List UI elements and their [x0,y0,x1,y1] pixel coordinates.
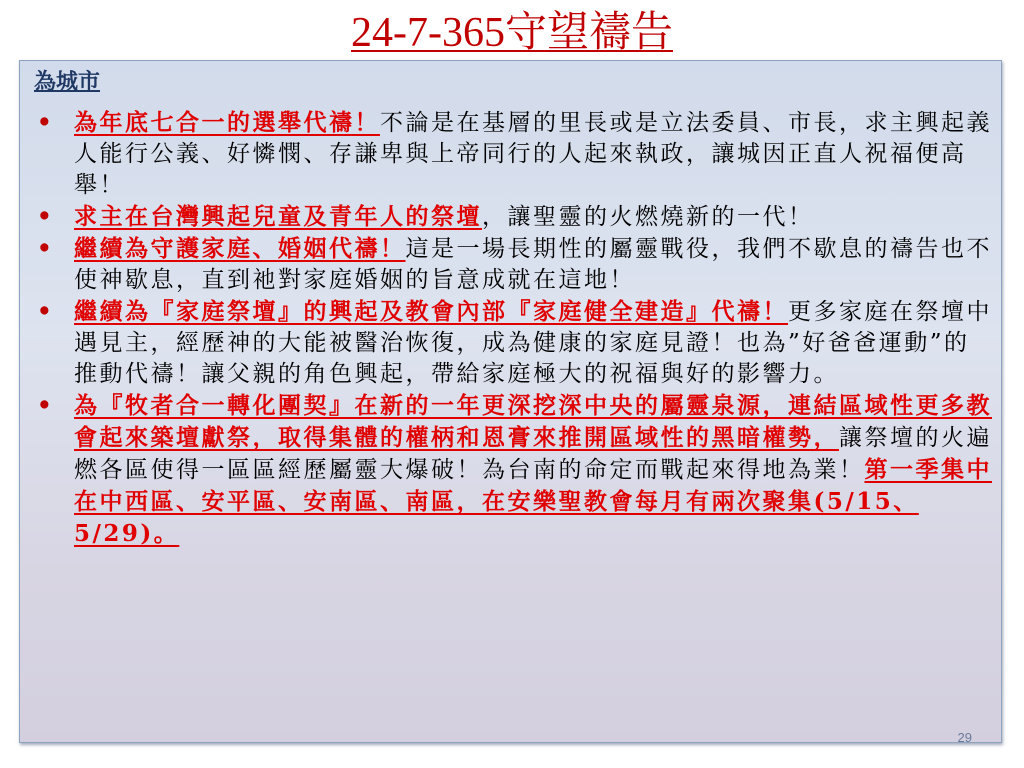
bullet-icon: • [37,203,52,230]
content-panel [19,60,1002,743]
list-item [34,107,994,201]
item-highlight: 求主在台灣興起兒童及青年人的祭壇 [74,203,482,230]
bullet-icon: • [37,235,52,262]
section-label: 為城市 [34,69,101,95]
page-number: 29 [957,730,972,745]
item-text: 不論是在基層的里長或是立法委員、市長，求主興起義人能行公義、好憐憫、存謙卑與上帝同行的人起來執政，讓城因正直人祝福便高舉！ [74,110,992,198]
list-item [34,201,994,233]
item-highlight: 繼續為守護家庭、婚姻代禱！ [74,235,406,262]
bullet-icon: • [37,392,52,419]
item-highlight-secondary: 第一季集中在中西區、安平區、安南區、南區，在安樂聖教會每月有兩次聚集(5/15、5/29)。 [74,456,992,547]
prayer-list [34,107,994,550]
list-item [34,233,994,296]
list-item [34,296,994,390]
item-highlight: 為年底七合一的選舉代禱！ [74,109,380,136]
list-item [34,390,994,550]
bullet-icon: • [37,109,52,136]
bullet-icon: • [37,298,52,325]
item-highlight: 繼續為『家庭祭壇』的興起及教會內部『家庭健全建造』代禱！ [74,298,788,325]
item-highlight: 為『牧者合一轉化團契』在新的一年更深挖深中央的屬靈泉源，連結區域性更多教會起來築壇獻祭，取得集體的權柄和恩膏來推開區域性的黑暗權勢， [74,392,992,451]
item-text: 更多家庭在祭壇中遇見主，經歷神的大能被醫治恢復，成為健康的家庭見證！也為”好爸爸運動”的推動代禱！讓父親的角色興起，帶給家庭極大的祝福與好的影響力。 [74,299,992,387]
slide-title: 24-7-365守望禱告 [351,10,673,56]
item-text: ，讓聖靈的火燃燒新的一代！ [482,204,814,230]
item-text: 這是一場長期性的屬靈戰役，我們不歇息的禱告也不使神歇息，直到祂對家庭婚姻的旨意成就在這地！ [74,236,992,293]
item-text: 讓祭壇的火遍燃各區使得一區區經歷屬靈大爆破！為台南的命定而戰起來得地為業！ [74,425,992,483]
